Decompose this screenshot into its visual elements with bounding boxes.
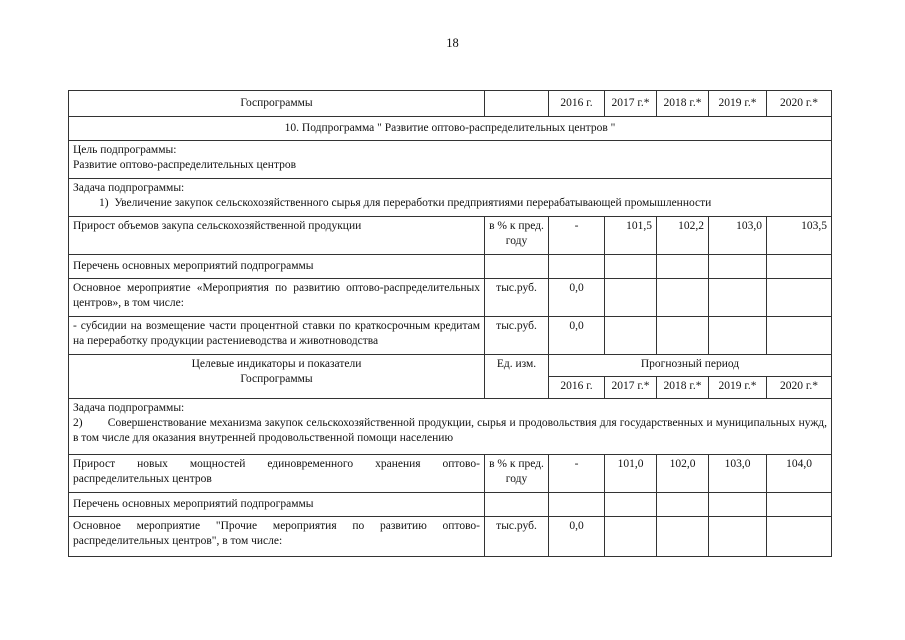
measure1-unit: тыс.руб.	[485, 279, 549, 317]
empty-cell	[709, 317, 767, 355]
subprogram-table	[68, 90, 832, 557]
empty-cell	[549, 255, 605, 279]
measure2-value-2016: 0,0	[549, 517, 605, 557]
task2-cell	[69, 399, 832, 455]
empty-cell	[549, 493, 605, 517]
empty-cell	[657, 517, 709, 557]
empty-cell	[767, 317, 832, 355]
task1-cell	[69, 179, 832, 217]
measure1-row	[69, 279, 832, 317]
measures2-title: Перечень основных мероприятий подпрограммы	[69, 493, 485, 517]
header-year-2017: 2017 г.*	[605, 91, 657, 117]
subprogram-title-row	[69, 117, 832, 141]
measures1-title: Перечень основных мероприятий подпрограммы	[69, 255, 485, 279]
measure2-unit: тыс.руб.	[485, 517, 549, 557]
task2-text: 2) Совершенствование механизма закупок сельскохозяйственной продукции, сырья и продовольствия для государственных и муниципальных нужд, в том числе для оказания внутренней продовольственной помощи населению	[73, 417, 830, 444]
empty-cell	[605, 317, 657, 355]
header-program-cell: Госпрограммы	[69, 91, 485, 117]
task1-text: 1) Увеличение закупок сельскохозяйственного сырья для переработки предприятиями перерабатывающей промышленности	[99, 197, 712, 209]
indicator1-name: Прирост объемов закупа сельскохозяйственной продукции	[69, 217, 485, 255]
indicator1-value-2019: 103,0	[709, 217, 767, 255]
subsidy1-row	[69, 317, 832, 355]
measure1-name: Основное мероприятие «Мероприятия по развитию оптово-распределительных центров», в том числе:	[69, 279, 485, 317]
indicator1-value-2020: 103,5	[767, 217, 832, 255]
indicator1-value-2016: -	[549, 217, 605, 255]
goal-label: Цель подпрограммы:	[73, 144, 177, 156]
goal-text: Развитие оптово-распределительных центров	[73, 159, 297, 171]
indicator2-value-2016: -	[549, 455, 605, 493]
task1-row	[69, 179, 832, 217]
header-row	[69, 91, 832, 117]
indicator1-value-2018: 102,2	[657, 217, 709, 255]
subsidy1-unit: тыс.руб.	[485, 317, 549, 355]
header-year-2019: 2019 г.*	[709, 91, 767, 117]
empty-cell	[709, 255, 767, 279]
indicator2-value-2018: 102,0	[657, 455, 709, 493]
empty-cell	[709, 279, 767, 317]
task2-row	[69, 399, 832, 455]
empty-cell	[657, 279, 709, 317]
subprogram-title: 10. Подпрограмма " Развитие оптово-распределительных центров "	[69, 117, 832, 141]
goal-cell	[69, 141, 832, 179]
header2-year-2018: 2018 г.*	[657, 377, 709, 399]
header2-year-2019: 2019 г.*	[709, 377, 767, 399]
measures1-title-row	[69, 255, 832, 279]
empty-cell	[485, 255, 549, 279]
empty-cell	[767, 517, 832, 557]
task1-label: Задача подпрограммы:	[73, 182, 185, 194]
indicator1-value-2017: 101,5	[605, 217, 657, 255]
header-year-2018: 2018 г.*	[657, 91, 709, 117]
empty-cell	[605, 493, 657, 517]
empty-cell	[709, 493, 767, 517]
empty-cell	[767, 279, 832, 317]
header2-unit: Ед. изм.	[485, 355, 549, 399]
indicator2-value-2017: 101,0	[605, 455, 657, 493]
empty-cell	[709, 517, 767, 557]
header2-year-2020: 2020 г.*	[767, 377, 832, 399]
indicator2-unit: в % к пред. году	[485, 455, 549, 493]
measure1-value-2016: 0,0	[549, 279, 605, 317]
task2-label: Задача подпрограммы:	[73, 402, 185, 414]
page-number: 18	[446, 36, 459, 50]
measures2-title-row	[69, 493, 832, 517]
subsidy1-value-2016: 0,0	[549, 317, 605, 355]
header2-year-2017: 2017 г.*	[605, 377, 657, 399]
empty-cell	[605, 255, 657, 279]
header-year-2020: 2020 г.*	[767, 91, 832, 117]
empty-cell	[485, 493, 549, 517]
empty-cell	[657, 255, 709, 279]
header-year-2016: 2016 г.	[549, 91, 605, 117]
indicator2-value-2020: 104,0	[767, 455, 832, 493]
empty-cell	[767, 255, 832, 279]
empty-cell	[605, 517, 657, 557]
measure2-row	[69, 517, 832, 557]
empty-cell	[605, 279, 657, 317]
indicator2-value-2019: 103,0	[709, 455, 767, 493]
header2-year-2016: 2016 г.	[549, 377, 605, 399]
header-unit-cell	[485, 91, 549, 117]
goal-row	[69, 141, 832, 179]
subsidy1-name: - субсидии на возмещение части процентной ставки по краткосрочным кредитам на переработку продукции растениеводства и животноводства	[69, 317, 485, 355]
indicator2-name: Прирост новых мощностей единовременного хранения оптово-распределительных центров	[69, 455, 485, 493]
empty-cell	[657, 317, 709, 355]
indicator1-unit: в % к пред. году	[485, 217, 549, 255]
header2-row-top	[69, 355, 832, 377]
measure2-name: Основное мероприятие "Прочие мероприятия по развитию оптово-распределительных центров", в том числе:	[69, 517, 485, 557]
empty-cell	[767, 493, 832, 517]
header2-indicators	[69, 355, 485, 399]
header2-forecast: Прогнозный период	[549, 355, 832, 377]
indicator1-row	[69, 217, 832, 255]
header2-indicators-text: Целевые индикаторы и показатели Госпрограммы	[191, 358, 362, 385]
indicator2-row	[69, 455, 832, 493]
empty-cell	[657, 493, 709, 517]
